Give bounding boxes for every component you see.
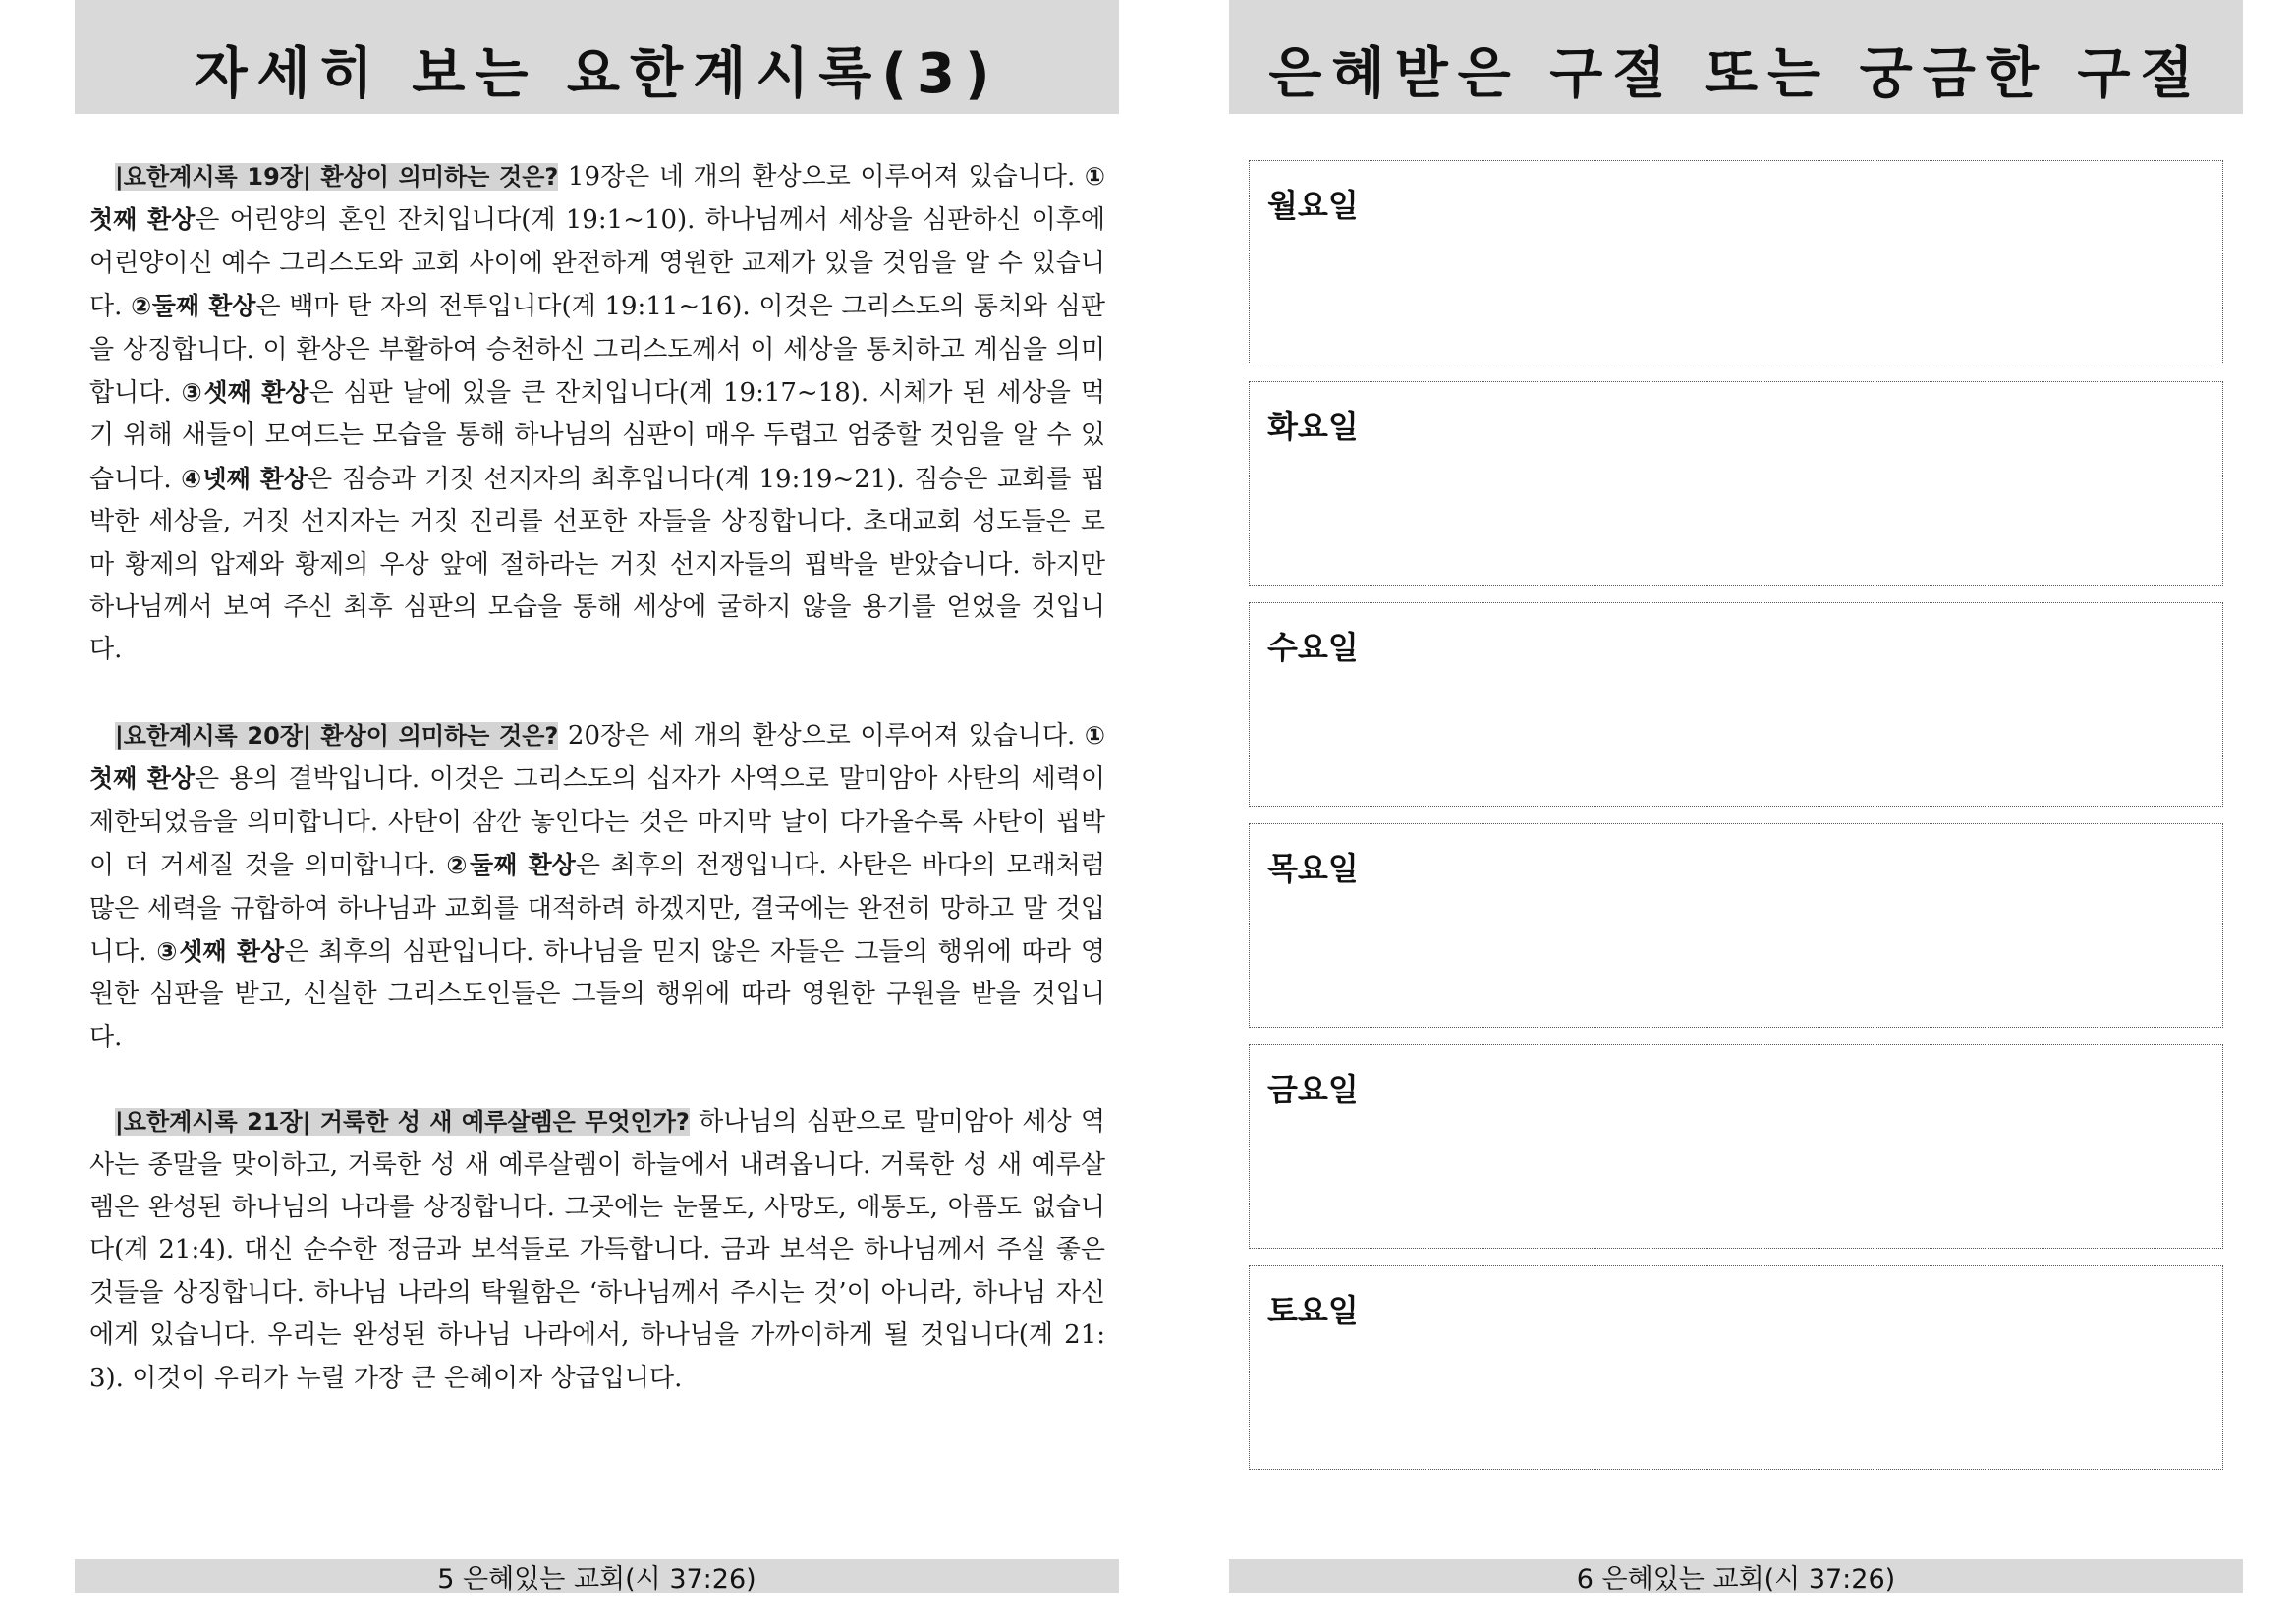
day-label: 수요일 — [1267, 629, 1359, 666]
day-box-monday[interactable] — [1249, 160, 2223, 364]
paragraph-chapter-19 — [89, 155, 1105, 672]
day-box-tuesday[interactable] — [1249, 381, 2223, 586]
question-heading: |요한계시록 20장| 환상이 의미하는 것은? — [115, 721, 559, 750]
day-box-saturday[interactable] — [1249, 1265, 2223, 1470]
paragraph-text: 은 최후의 심판입니다. 하나님을 믿지 않은 자들은 그들의 행위에 따라 영원한 심판을 받고, 신실한 그리스도인들은 그들의 행위에 따라 영원한 구원을 받을 것입니다. — [89, 936, 1105, 1052]
day-label: 목요일 — [1267, 850, 1359, 887]
right-page-header — [1229, 0, 2243, 114]
right-page-footer: 6 은혜있는 교회(시 37:26) — [1229, 1559, 2243, 1593]
day-label: 월요일 — [1267, 187, 1359, 224]
paragraph-text: 은 백마 탄 자의 전투입니다(계 19:11~16). 이것은 그리스도의 통치와 심판을 상징합니다. 이 환상은 부활하여 승천하신 그리스도께서 이 세상을 통치하고 계심을 의미합니다. — [89, 292, 1106, 409]
day-label: 화요일 — [1267, 408, 1359, 445]
day-box-wednesday[interactable] — [1249, 602, 2223, 807]
left-page-title: 자세히 보는 요한계시록(3) — [194, 42, 1000, 106]
vision-keyword: ①첫째 환상 — [89, 720, 1105, 794]
left-page-header — [75, 0, 1119, 114]
article-body — [89, 155, 1105, 1442]
paragraph-text: 19장은 네 개의 환상으로 이루어져 있습니다. — [558, 162, 1085, 192]
day-label: 토요일 — [1267, 1292, 1359, 1329]
paragraph-text: 은 어린양의 혼인 잔치입니다(계 19:1~10). 하나님께서 세상을 심판하신 이후에 어린양이신 예수 그리스도와 교회 사이에 완전하게 영원한 교제가 있을 것임을 알 수 있습니다. — [89, 205, 1105, 322]
vision-keyword: ③셋째 환상 — [156, 936, 285, 966]
paragraph-chapter-21 — [89, 1101, 1105, 1400]
paragraph-text: 은 최후의 전쟁입니다. 사탄은 바다의 모래처럼 많은 세력을 규합하여 하나님과 교회를 대적하려 하겠지만, 결국에는 완전히 망하고 말 것입니다. — [89, 851, 1105, 967]
day-box-friday[interactable] — [1249, 1044, 2223, 1249]
paragraph-text: 은 용의 결박입니다. 이것은 그리스도의 십자가 사역으로 말미암아 사탄의 세력이 제한되었음을 의미합니다. 사탄이 잠깐 놓인다는 것은 마지막 날이 다가올수록 사탄이 핍박이 더 거세질 것을 의미합니다. — [89, 764, 1105, 881]
question-heading: |요한계시록 19장| 환상이 의미하는 것은? — [115, 163, 559, 191]
vision-keyword: ②둘째 환상 — [131, 292, 256, 321]
question-heading: |요한계시록 21장| 거룩한 성 새 예루살렘은 무엇인가? — [115, 1108, 690, 1137]
paragraph-chapter-20 — [89, 714, 1105, 1059]
vision-keyword: ③셋째 환상 — [181, 378, 309, 408]
day-label: 금요일 — [1267, 1071, 1359, 1108]
vision-keyword: ①첫째 환상 — [89, 162, 1105, 235]
vision-keyword: ②둘째 환상 — [446, 851, 576, 880]
day-box-thursday[interactable] — [1249, 823, 2223, 1028]
right-page-title: 은혜받은 구절 또는 궁금한 구절 — [1268, 42, 2204, 106]
paragraph-text: 하나님의 심판으로 말미암아 세상 역사는 종말을 맞이하고, 거룩한 성 새 예루살렘이 하늘에서 내려옵니다. 거룩한 성 새 예루살렘은 완성된 하나님의 나라를 상징합니다. 그곳에는 눈물도, 사망도, 애통도, 아픔도 없습니다(계 21:4). 대신 순수한 정금과 보석들로 가득합니다. 금과 보석은 하나님께서 주실 좋은 것들을 상징합니다. 하나님 나라의 탁월함은 ‘하나님께서 주시는 것’이 아니라, 하나님 자신에게 있습니다. 우리는 완성된 하나님 나라에서, 하나님을 가까이하게 될 것입니다(계 21:3). 이것이 우리가 누릴 가장 큰 은혜이자 상급입니다. — [89, 1107, 1105, 1393]
vision-keyword: ④넷째 환상 — [181, 464, 308, 493]
paragraph-text: 20장은 세 개의 환상으로 이루어져 있습니다. — [558, 720, 1085, 751]
left-page-footer: 5 은혜있는 교회(시 37:26) — [75, 1559, 1119, 1593]
paragraph-text: 은 심판 날에 있을 큰 잔치입니다(계 19:17~18). 시체가 된 세상을 먹기 위해 새들이 모여드는 모습을 통해 하나님의 심판이 매우 두렵고 엄중할 것임을 알 수 있습니다. — [89, 378, 1105, 494]
paragraph-text: 은 짐승과 거짓 선지자의 최후입니다(계 19:19~21). 짐승은 교회를 핍박한 세상을, 거짓 선지자는 거짓 진리를 선포한 자들을 상징합니다. 초대교회 성도들은 로마 황제의 압제와 황제의 우상 앞에 절하라는 거짓 선지자들의 핍박을 받았습니다. 하지만 하나님께서 보여 주신 최후 심판의 모습을 통해 세상에 굴하지 않을 용기를 얻었을 것입니다. — [89, 464, 1105, 665]
